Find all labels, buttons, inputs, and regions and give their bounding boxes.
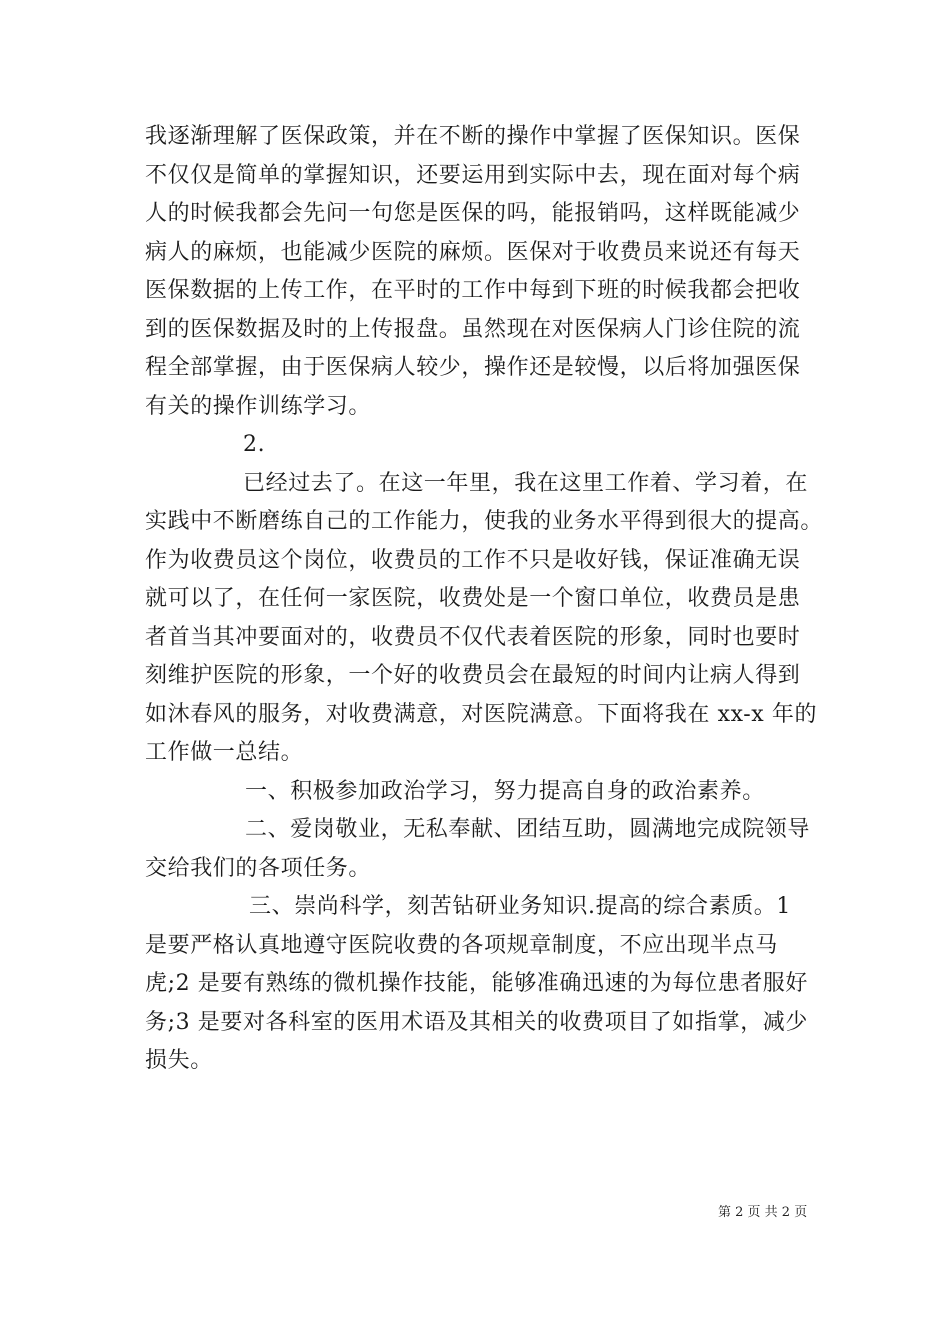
text-line: 是要严格认真地遵守医院收费的各项规章制度，不应出现半点马 xyxy=(145,932,778,958)
text-line: 虎;2 是要有熟练的微机操作技能，能够准确迅速的为每位患者服好 xyxy=(145,971,809,996)
text-line: 病人的麻烦，也能减少医院的麻烦。医保对于收费员来说还有每天 xyxy=(145,239,801,265)
text-line: 人的时候我都会先问一句您是医保的吗，能报销吗，这样既能减少 xyxy=(145,201,801,226)
text-line: 有关的操作训练学习。 xyxy=(145,393,372,419)
list-item: 三、崇尚科学，刻苦钻研业务知识.提高的综合素质。1 xyxy=(249,894,791,919)
text-line: 就可以了，在任何一家医院，收费处是一个窗口单位，收费员是患 xyxy=(145,586,801,611)
text-line: 作为收费员这个岗位，收费员的工作不只是收好钱，保证准确无误 xyxy=(145,547,801,573)
list-item: 二、爱岗敬业，无私奉献、团结互助，圆满地完成院领导 xyxy=(245,817,811,842)
text-line: 刻维护医院的形象，一个好的收费员会在最短的时间内让病人得到 xyxy=(145,663,801,688)
text-line: 如沐春风的服务，对收费满意，对医院满意。下面将我在 xx-x 年的 xyxy=(145,701,818,727)
text-line: 务;3 是要对各科室的医用术语及其相关的收费项目了如指掌，减少 xyxy=(145,1009,809,1035)
text-line: 交给我们的各项任务。 xyxy=(145,855,372,881)
text-line: 我逐渐理解了医保政策，并在不断的操作中掌握了医保知识。医保 xyxy=(145,124,801,149)
text-line: 实践中不断磨练自己的工作能力，使我的业务水平得到很大的提高。 xyxy=(145,509,824,534)
list-item: 一、积极参加政治学习，努力提高自身的政治素养。 xyxy=(245,778,765,804)
text-line: 医保数据的上传工作，在平时的工作中每到下班的时候我都会把收 xyxy=(145,278,801,303)
document-body xyxy=(145,118,824,1081)
text-line: 已经过去了。在这一年里，我在这里工作着、学习着，在 xyxy=(243,470,809,496)
text-line: 者首当其冲要面对的，收费员不仅代表着医院的形象，同时也要时 xyxy=(145,624,801,650)
page-indicator: 第 2 页 共 2 页 xyxy=(718,1205,808,1220)
text-line: 程全部掌握，由于医保病人较少，操作还是较慢，以后将加强医保 xyxy=(145,355,801,380)
section-number: 2. xyxy=(243,432,266,457)
text-line: 不仅仅是简单的掌握知识，还要运用到实际中去，现在面对每个病 xyxy=(145,162,801,188)
text-line: 到的医保数据及时的上传报盘。虽然现在对医保病人门诊住院的流 xyxy=(145,316,801,342)
text-line: 损失。 xyxy=(145,1048,213,1073)
text-line: 工作做一总结。 xyxy=(145,740,304,765)
